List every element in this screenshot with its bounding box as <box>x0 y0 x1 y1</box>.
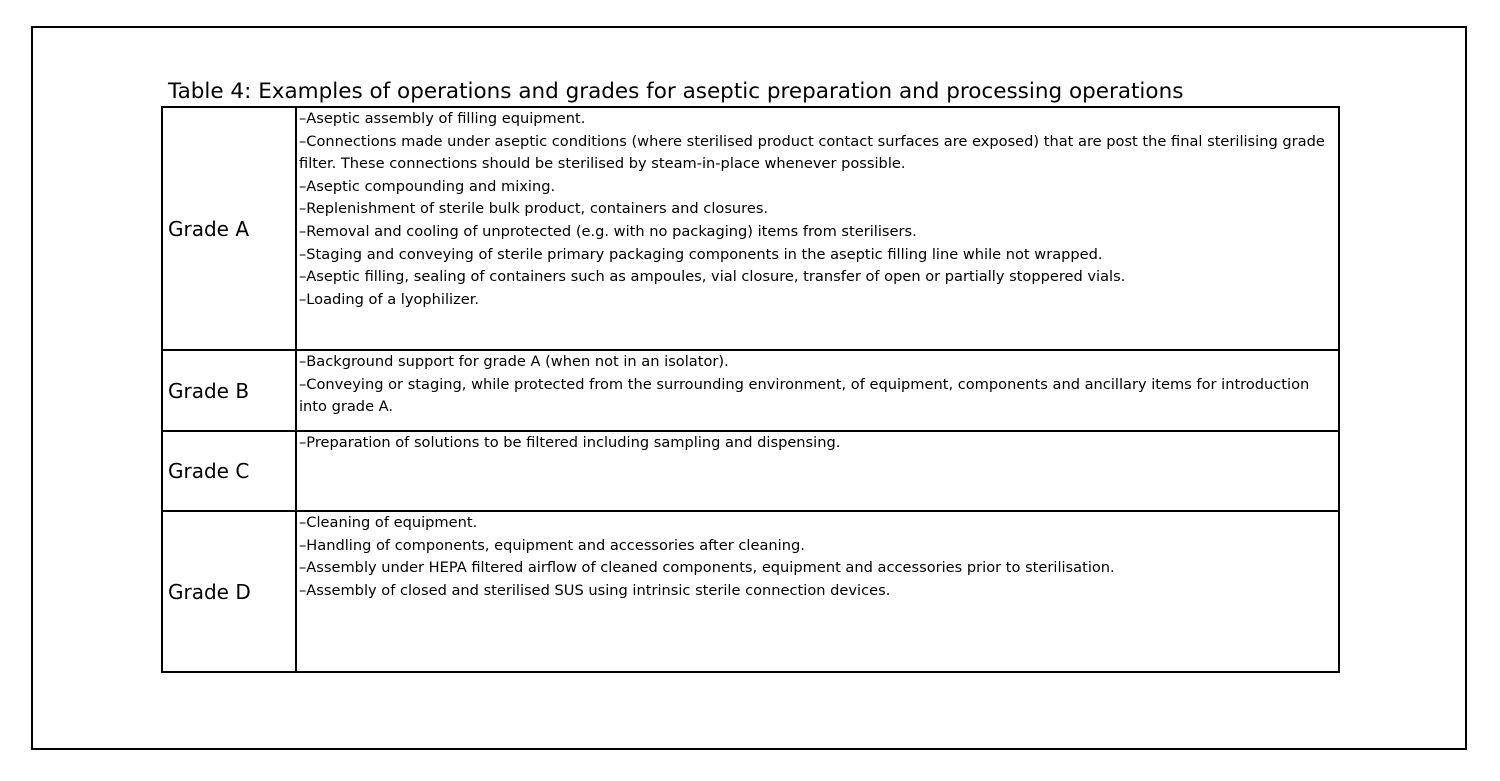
table-row-grade-c <box>162 431 1339 511</box>
operation-item: – Cleaning of equipment. <box>299 512 1334 535</box>
operations-cell <box>296 107 1339 350</box>
grade-label: Grade A <box>162 107 296 350</box>
operation-item: – Replenishment of sterile bulk product, containers and closures. <box>299 198 1334 221</box>
table-row-grade-d <box>162 511 1339 672</box>
operations-list <box>299 512 1334 602</box>
operation-item: – Assembly of closed and sterilised SUS using intrinsic sterile connection devices. <box>299 580 1334 603</box>
grade-label: Grade C <box>162 431 296 511</box>
operation-item: – Background support for grade A (when not in an isolator). <box>299 351 1334 374</box>
operation-item: – Assembly under HEPA filtered airflow of cleaned components, equipment and accessories prior to sterilisation. <box>299 557 1334 580</box>
operation-item: – Conveying or staging, while protected from the surrounding environment, of equipment, components and ancillary items for introduction into grade A. <box>299 374 1334 419</box>
operation-item: – Aseptic assembly of filling equipment. <box>299 108 1334 131</box>
grades-table <box>161 106 1340 673</box>
operation-item: – Aseptic compounding and mixing. <box>299 176 1334 199</box>
operation-item: – Handling of components, equipment and accessories after cleaning. <box>299 535 1334 558</box>
operations-list <box>299 351 1334 419</box>
grade-label: Grade D <box>162 511 296 672</box>
table-row-grade-a <box>162 107 1339 350</box>
operation-item: – Aseptic filling, sealing of containers such as ampoules, vial closure, transfer of open or partially stoppered vials. <box>299 266 1334 289</box>
operations-cell <box>296 511 1339 672</box>
operation-item: – Staging and conveying of sterile primary packaging components in the aseptic filling line while not wrapped. <box>299 244 1334 267</box>
operations-cell <box>296 350 1339 431</box>
operations-list <box>299 108 1334 311</box>
table-row-grade-b <box>162 350 1339 431</box>
operations-cell <box>296 431 1339 511</box>
operation-item: – Connections made under aseptic conditions (where sterilised product contact surfaces are exposed) that are post the final sterilising grade filter. These connections should be sterilised by steam-in-place whenever possible. <box>299 131 1334 176</box>
operations-list <box>299 432 1334 455</box>
operation-item: – Preparation of solutions to be filtered including sampling and dispensing. <box>299 432 1334 455</box>
operation-item: – Removal and cooling of unprotected (e.g. with no packaging) items from sterilisers. <box>299 221 1334 244</box>
operation-item: – Loading of a lyophilizer. <box>299 289 1334 312</box>
grade-label: Grade B <box>162 350 296 431</box>
table-title: Table 4: Examples of operations and grades for aseptic preparation and processing operations <box>168 79 1184 104</box>
